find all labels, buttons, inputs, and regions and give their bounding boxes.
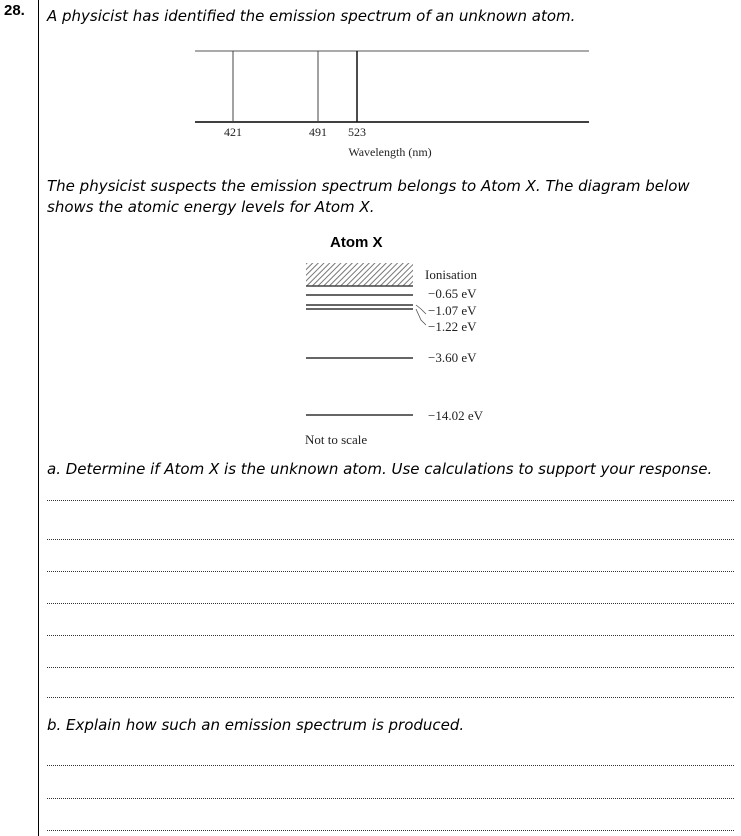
margin-divider [38,0,39,836]
answer-line-a3[interactable] [47,571,734,572]
answer-line-a7[interactable] [47,697,734,698]
level-label-14-02: −14.02 eV [428,408,483,423]
tick-label-523: 523 [348,125,366,139]
answer-line-a1[interactable] [47,500,734,501]
tick-label-491: 491 [309,125,327,139]
part-b-question: b. Explain how such an emission spectrum is produced. [47,716,465,734]
ionisation-hatch [306,263,413,286]
question-intro: A physicist has identified the emission spectrum of an unknown atom. [47,7,576,25]
energy-diagram-title: Atom X [330,234,383,251]
answer-line-b3[interactable] [47,830,734,831]
answer-line-b1[interactable] [47,765,734,766]
level-label-1-22: −1.22 eV [428,319,477,334]
level-label-3-60: −3.60 eV [428,350,477,365]
part-a-question: a. Determine if Atom X is the unknown atom. Use calculations to support your response. [47,460,713,478]
energy-level-diagram [300,258,510,433]
question-context: The physicist suspects the emission spectrum belongs to Atom X. The diagram below shows the atomic energy levels for Atom X. [47,177,690,216]
answer-line-a2[interactable] [47,539,734,540]
tick-label-421: 421 [224,125,242,139]
answer-line-a4[interactable] [47,603,734,604]
ionisation-label: Ionisation [425,267,477,282]
answer-line-a5[interactable] [47,635,734,636]
question-number: 28. [4,2,25,19]
label-bracket [416,305,426,325]
level-label-1-07: −1.07 eV [428,303,477,318]
answer-line-b2[interactable] [47,798,734,799]
not-to-scale-note: Not to scale [305,432,368,447]
level-label-0-65: −0.65 eV [428,286,477,301]
emission-spectrum [190,44,600,166]
answer-line-a6[interactable] [47,667,734,668]
spectrum-axis-label: Wavelength (nm) [348,145,432,159]
